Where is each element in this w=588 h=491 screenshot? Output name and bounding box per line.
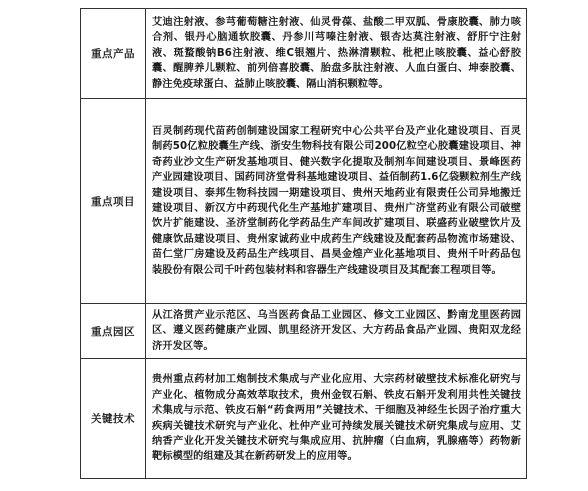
row-content: 贵州重点药材加工炮制技术集成与产业化应用、大宗药材破壁技术标准化研究与产业化、植物成分高效萃取技术，贵州金钗石斛、铁皮石斛开发利用共性关键技术集成与示范、铁皮石斛“药食两用”关键技术、干细胞及神经生长因子治疗重大疾病关键技术研究与产业化、杜仲产业可持续发展关键技术研究集成与应用、艾纳香产业化开发关键技术研究与集成应用、抗肿瘤（白血病，乳腺癌等）药物新靶标模型的组建及其在新药研发上的应用等。 (146, 359, 527, 479)
key-industry-table (80, 8, 527, 479)
row-label: 重点园区 (81, 304, 146, 359)
row-label: 重点项目 (81, 99, 146, 304)
row-content: 百灵制药现代苗药创制建设国家工程研究中心公共平台及产业化建设项目、百灵制药50亿粒胶囊生产线、浙安生物科技有限公司200亿粒空心胶囊建设项目、神奇药业沙文生产研发基地项目、健兴数字化提取及制剂车间建设项目、景峰医药产业园建设项目、国药同济堂骨科基地建设项目、益佰制药1.6亿袋颗粒剂生产线建设项目、泰邦生物科技园一期建设项目、贵州天地药业有限责任公司异地搬迁建设项目、新汉方中药现代化生产基地扩建项目、贵州广济堂药业有限公司破壁饮片扩能建设、圣济堂制药化学药品生产车间改扩建项目、联盛药业破壁饮片及健康饮品建设项目、贵州家诚药业中成药生产线建设及配套药品物流市场建设、苗仁堂厂房建设及药品生产线项目、昌昊金煌产业化基地项目、贵州千叶药品包装股份有限公司千叶药包装材料和容器生产线建设项目及其配套工程项目等。 (146, 99, 527, 304)
row-content: 从江洛贯产业示范区、乌当医药食品工业园区、修文工业园区、黔南龙里医药园区、遵义医药健康产业园、凯里经济开发区、大方药品食品产业园、贵阳双龙经济开发区等。 (146, 304, 527, 359)
row-content: 艾迪注射液、参芎葡萄糖注射液、仙灵骨葆、盐酸二甲双胍、骨康胶囊、肺力咳合剂、银丹心脑通软胶囊、丹参川芎嗪注射液、银杏达莫注射液、舒肝宁注射液、斑蝥酸钠B6注射液、维C银翘片、热淋清颗粒、枇杷止咳胶囊、益心舒胶囊、醒脾养儿颗粒、前列倍喜胶囊、胎盘多肽注射液、人血白蛋白、坤泰胶囊、静注免疫球蛋白、益肺止咳胶囊、隔山消积颗粒等。 (146, 9, 527, 99)
row-label: 重点产品 (81, 9, 146, 99)
table-row-key-products (81, 9, 527, 99)
row-label: 关键技术 (81, 359, 146, 479)
table-row-key-projects (81, 99, 527, 304)
table-row-key-technologies (81, 359, 527, 479)
table-row-key-parks (81, 304, 527, 359)
